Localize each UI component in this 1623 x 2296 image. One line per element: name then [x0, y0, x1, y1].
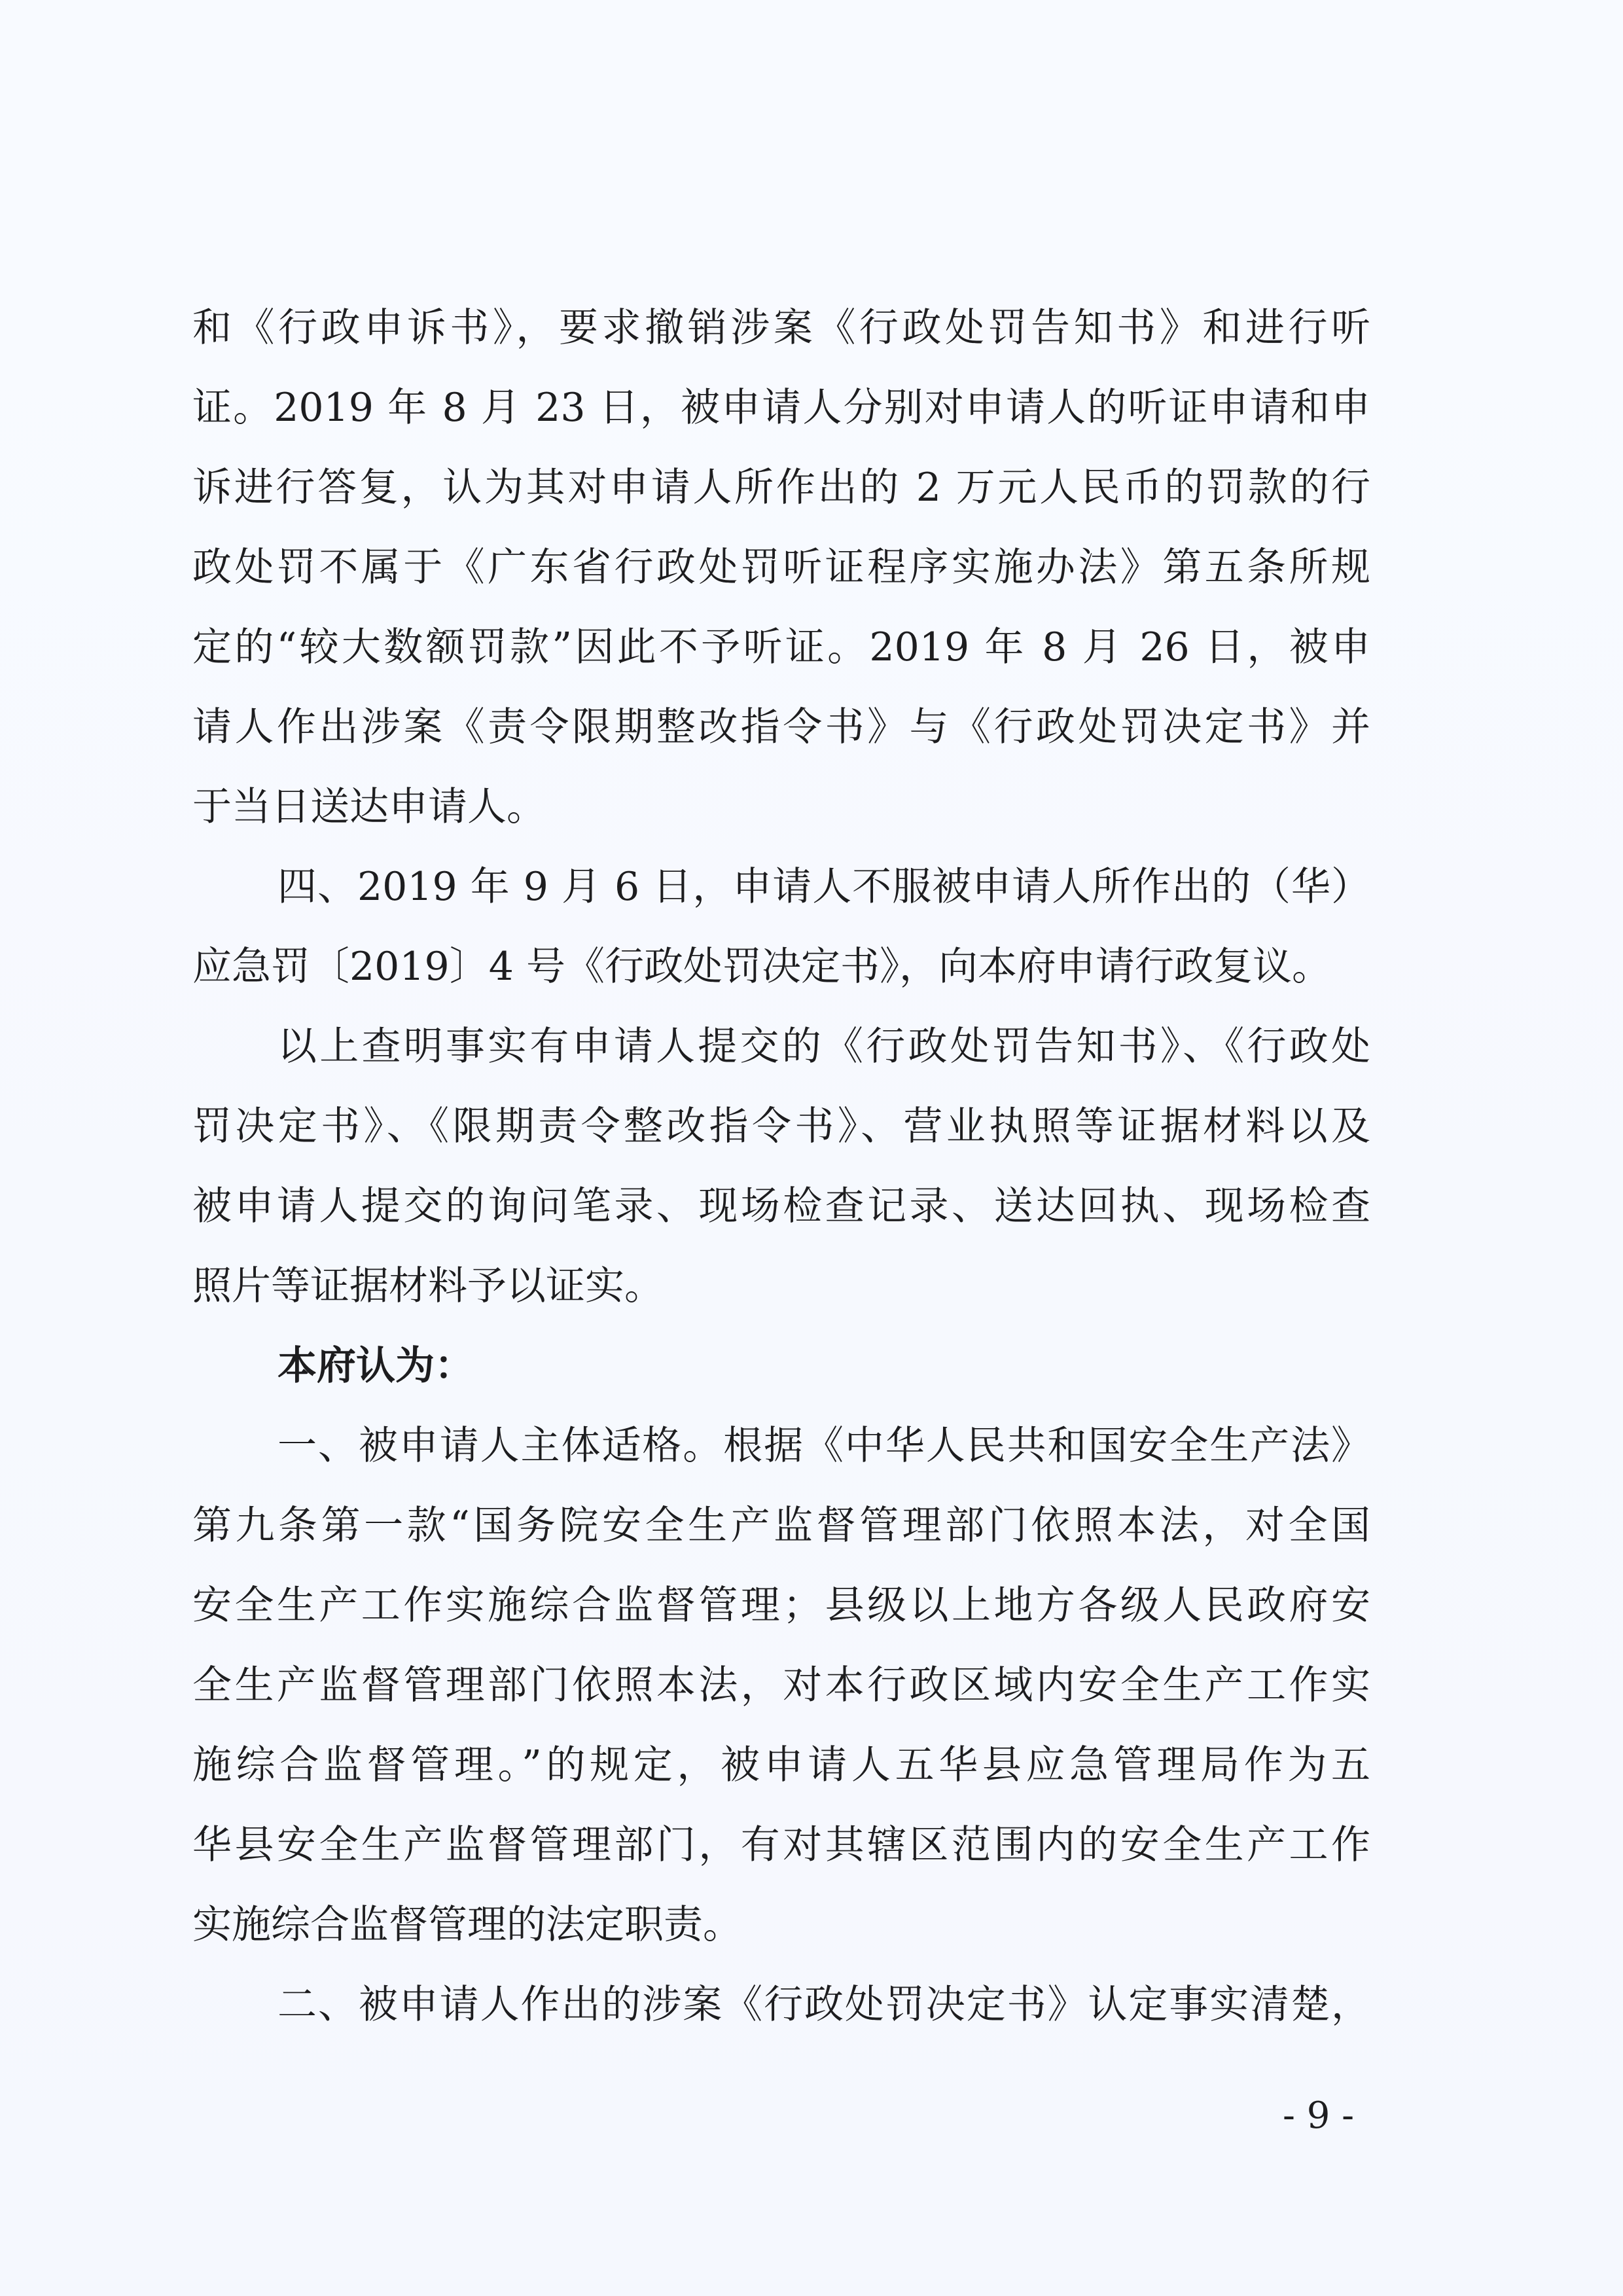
paragraph-line: 于当日送达申请人。: [192, 784, 546, 830]
paragraph-line: 应急罚〔2019〕4 号《行政处罚决定书》，向本府申请行政复议。: [192, 944, 1331, 990]
paragraph-line: 照片等证据材料予以证实。: [192, 1263, 664, 1309]
paragraph-line: 第九条第一款“国务院安全生产监督管理部门依照本法，对全国: [192, 1503, 1370, 1549]
paragraph-line: 施综合监督管理。”的规定，被申请人五华县应急管理局作为五: [192, 1742, 1370, 1788]
paragraph-line: 定的“较大数额罚款”因此不予听证。2019 年 8 月 26 日，被申: [192, 624, 1370, 670]
paragraph-line: 政处罚不属于《广东省行政处罚听证程序实施办法》第五条所规: [192, 545, 1370, 590]
paragraph-line: 和《行政申诉书》，要求撤销涉案《行政处罚告知书》和进行听: [192, 305, 1370, 351]
paragraph-line: 华县安全生产监督管理部门，有对其辖区范围内的安全生产工作: [192, 1822, 1370, 1868]
paragraph-line: 二、被申请人作出的涉案《行政处罚决定书》认定事实清楚，: [277, 1982, 1370, 2028]
paragraph-line: 罚决定书》、《限期责令整改指令书》、营业执照等证据材料以及: [192, 1103, 1370, 1149]
paragraph-line: 实施综合监督管理的法定职责。: [192, 1902, 742, 1948]
page-number: - 9 -: [1283, 2094, 1355, 2137]
section-heading: 本府认为：: [277, 1343, 474, 1389]
paragraph-line: 安全生产工作实施综合监督管理；县级以上地方各级人民政府安: [192, 1583, 1370, 1628]
paragraph-line: 请人作出涉案《责令限期整改指令书》与《行政处罚决定书》并: [192, 704, 1370, 750]
paragraph-line: 以上查明事实有申请人提交的《行政处罚告知书》、《行政处: [277, 1024, 1370, 1069]
paragraph-line: 被申请人提交的询问笔录、现场检查记录、送达回执、现场检查: [192, 1183, 1370, 1229]
paragraph-line: 一、被申请人主体适格。根据《中华人民共和国安全生产法》: [277, 1423, 1370, 1469]
paragraph-line: 证。2019 年 8 月 23 日，被申请人分别对申请人的听证申请和申: [192, 385, 1370, 431]
document-body: [192, 288, 1370, 2045]
paragraph-line: 四、2019 年 9 月 6 日，申请人不服被申请人所作出的（华）: [277, 864, 1370, 910]
paragraph-line: 诉进行答复，认为其对申请人所作出的 2 万元人民币的罚款的行: [192, 465, 1370, 511]
paragraph-line: 全生产监督管理部门依照本法，对本行政区域内安全生产工作实: [192, 1662, 1370, 1708]
